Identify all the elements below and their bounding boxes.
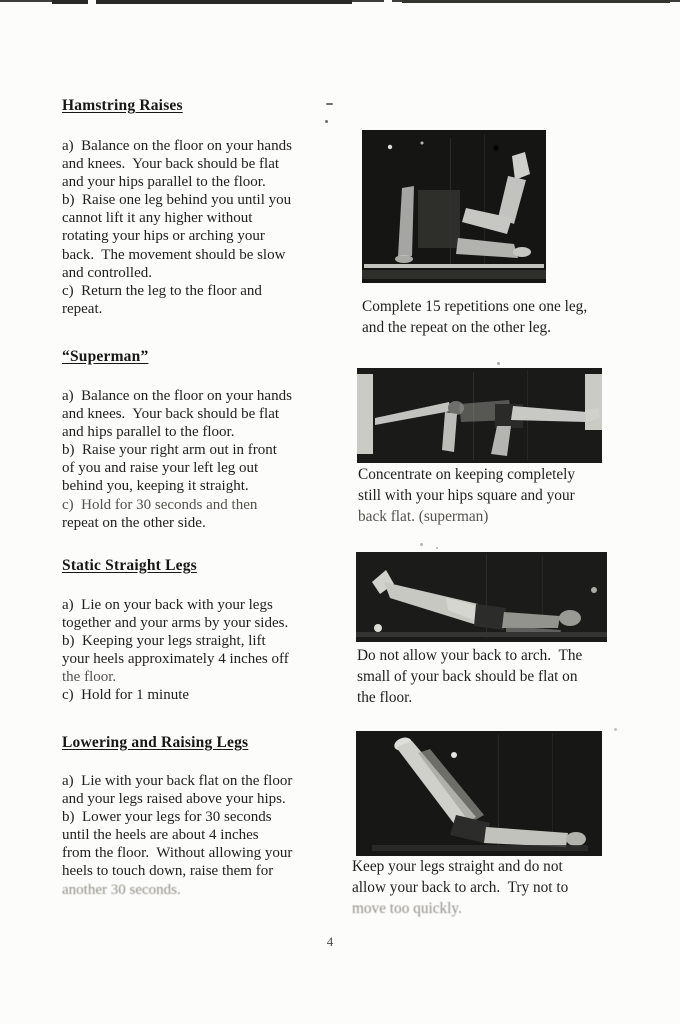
text-line: your heels approximately 4 inches off (62, 651, 289, 668)
text-line: and hips parallel to the floor. (62, 424, 235, 441)
text-line: rotating your hips or arching your (62, 228, 265, 245)
exercise-photo-superman (357, 368, 602, 463)
scan-speck (420, 543, 423, 546)
caption-line: allow your back to arch. Try not to (352, 879, 569, 896)
photo-caption-static-straight-legs (357, 645, 632, 708)
text-line: and your hips parallel to the floor. (62, 174, 266, 191)
caption-line: Concentrate on keeping completely (358, 466, 576, 483)
caption-line: back flat. (superman) (358, 508, 489, 525)
section-steps-hamstring-raises (62, 137, 362, 318)
text-line: repeat on the other side. (62, 514, 206, 531)
scan-speck (614, 728, 617, 731)
text-line: cannot lift it any higher without (62, 210, 253, 227)
scan-speck (436, 547, 438, 549)
section-steps-static-straight-legs (62, 596, 362, 705)
photo-caption-superman (358, 464, 633, 527)
text-line: and controlled. (62, 264, 152, 281)
photo-caption-lowering-raising-legs (352, 856, 632, 919)
text-line: back. The movement should be slow (62, 246, 286, 263)
text-line: c) Hold for 1 minute (62, 687, 190, 704)
caption-line: and the repeat on the other leg. (362, 319, 552, 336)
text-line: until the heels are about 4 inches (62, 827, 259, 844)
text-line: of you and raise your left leg out (62, 460, 259, 477)
section-heading-static-straight-legs: Static Straight Legs (62, 557, 197, 574)
section-heading-superman: “Superman” (62, 348, 149, 365)
text-line: a) Lie with your back flat on the floor (62, 773, 293, 789)
text-line: a) Lie on your back with your legs (62, 597, 273, 613)
text-line: and knees. Your back should be flat (62, 406, 280, 423)
photo-caption-hamstring-raise (362, 296, 634, 338)
caption-line: move too quickly. (352, 900, 462, 917)
exercise-photo-static-straight-legs (356, 552, 607, 642)
exercise-photo-lowering-raising-legs (356, 731, 602, 856)
caption-line: Complete 15 repetitions one one leg, (362, 298, 588, 315)
text-line: behind you, keeping it straight. (62, 478, 249, 495)
text-line: together and your arms by your sides. (62, 615, 289, 632)
page-number: 4 (326, 934, 334, 949)
text-line: a) Balance on the floor on your hands (62, 138, 292, 154)
text-line: c) Hold for 30 seconds and then (62, 496, 258, 513)
exercise-photo-hamstring-raise (362, 130, 546, 283)
text-line: the floor. (62, 669, 117, 686)
caption-line: still with your hips square and your (358, 487, 575, 504)
text-line: heels to touch down, raise them for (62, 863, 274, 880)
caption-line: small of your back should be flat on (357, 668, 578, 685)
text-line: another 30 seconds. (62, 881, 181, 898)
text-line: b) Lower your legs for 30 seconds (62, 809, 272, 826)
section-steps-lowering-raising-legs (62, 772, 362, 899)
scan-speck (497, 362, 500, 365)
caption-line: Keep your legs straight and do not (352, 858, 563, 875)
text-line: b) Raise your right arm out in front (62, 442, 277, 459)
text-line: a) Balance on the floor on your hands (62, 388, 292, 404)
scan-speck (325, 120, 328, 123)
text-line: b) Raise one leg behind you until you (62, 192, 292, 209)
section-heading-lowering-raising-legs: Lowering and Raising Legs (62, 734, 249, 751)
text-line: repeat. (62, 300, 103, 317)
section-steps-superman (62, 387, 362, 532)
scan-speck (326, 103, 333, 105)
text-line: and your legs raised above your hips. (62, 791, 286, 808)
section-heading-hamstring-raises: Hamstring Raises (62, 97, 183, 114)
scan-edge-artifact (0, 0, 680, 6)
text-line: b) Keeping your legs straight, lift (62, 633, 266, 650)
text-line: c) Return the leg to the floor and (62, 282, 262, 299)
caption-line: the floor. (357, 689, 413, 706)
caption-line: Do not allow your back to arch. The (357, 647, 583, 664)
text-line: from the floor. Without allowing your (62, 845, 293, 862)
text-line: and knees. Your back should be flat (62, 156, 280, 173)
